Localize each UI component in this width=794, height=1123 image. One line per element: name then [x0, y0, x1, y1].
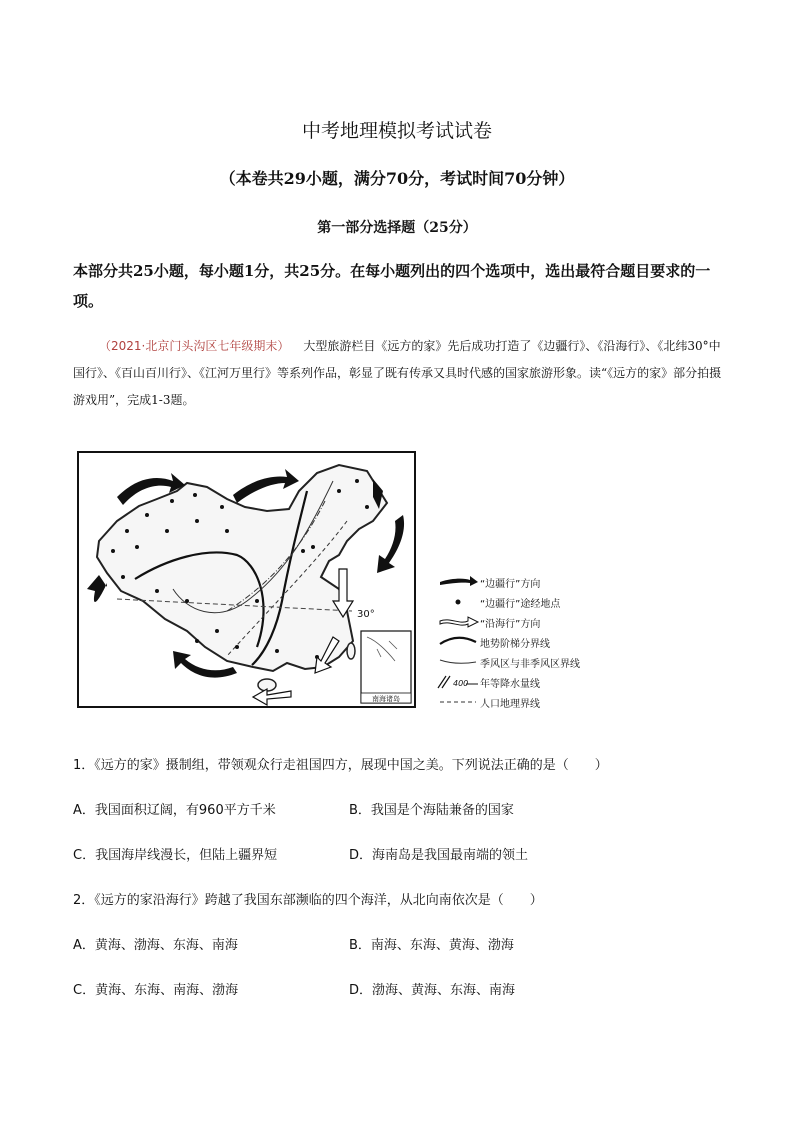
thin-line-icon — [436, 652, 480, 672]
exam-subtitle: （本卷共29小题，满分70分，考试时间70分钟） — [219, 169, 575, 188]
intro-text: 大型旅游栏目《远方的家》先后成功打造了《边疆行》、《沿海行》、《北纬30°中国行》、《百山百川行》、《江河万里行》等系列作品，彰显了既有传承又具时代感的国家旅游形象。读“《远方的家》部分拍摄游戏用”，完成1-3题。 — [73, 339, 722, 407]
q2-option-a[interactable]: A．黄海、渤海、东海、南海 — [73, 938, 238, 953]
thick-arrow-icon — [436, 572, 480, 592]
legend-item: “边疆行”方向 — [436, 572, 636, 592]
legend-item: “沿海行”方向 — [436, 612, 636, 632]
instructions: 本部分共25小题，每小题1分，共25分。在每小题列出的四个选项中，选出最符合题目要求的一项。 — [73, 262, 711, 310]
q1-option-c[interactable]: C．我国海岸线漫长，但陆上疆界短 — [73, 848, 278, 863]
legend-item: 季风区与非季风区界线 — [436, 652, 636, 672]
legend-item: 人口地理界线 — [436, 692, 636, 712]
legend-item: 地势阶梯分界线 — [436, 632, 636, 652]
q1-option-a[interactable]: A．我国面积辽阔，有960平方千米 — [73, 803, 276, 818]
taiwan-island — [347, 643, 355, 659]
dashed-line-icon — [436, 692, 480, 712]
question-intro — [73, 333, 723, 414]
thick-line-icon — [436, 632, 480, 652]
question-1-stem: 1．《远方的家》摄制组，带领观众行走祖国四方，展现中国之美。下列说法正确的是（ ） — [73, 758, 608, 773]
isohyet-icon — [436, 672, 480, 692]
q2-option-c[interactable]: C．黄海、东海、南海、渤海 — [73, 983, 239, 998]
map-legend — [436, 572, 636, 712]
inset-label: 南海诸岛 — [372, 695, 400, 703]
source-tag: （2021·北京门头沟区七年级期末） — [99, 339, 290, 353]
q2-option-d[interactable]: D．渤海、黄海、东海、南海 — [349, 983, 516, 998]
question-2-stem: 2．《远方的家沿海行》跨越了我国东部濒临的四个海洋，从北向南依次是（ ） — [73, 893, 543, 908]
section-heading: 第一部分选择题（25分） — [317, 220, 477, 236]
q1-option-d[interactable]: D．海南岛是我国最南端的领土 — [349, 848, 529, 863]
china-map-figure — [77, 451, 416, 708]
exam-title: 中考地理模拟考试试卷 — [301, 120, 492, 142]
dot-icon — [436, 592, 480, 612]
q1-option-b[interactable]: B．我国是个海陆兼备的国家 — [349, 803, 514, 818]
legend-item: 400 年等降水量线 — [436, 672, 636, 692]
latitude-30-label: 30° — [357, 609, 375, 620]
legend-item: “边疆行”途经地点 — [436, 592, 636, 612]
q2-option-b[interactable]: B．南海、东海、黄海、渤海 — [349, 938, 514, 953]
isohyet-value: 400 — [453, 679, 469, 688]
open-arrow-icon — [436, 612, 480, 632]
